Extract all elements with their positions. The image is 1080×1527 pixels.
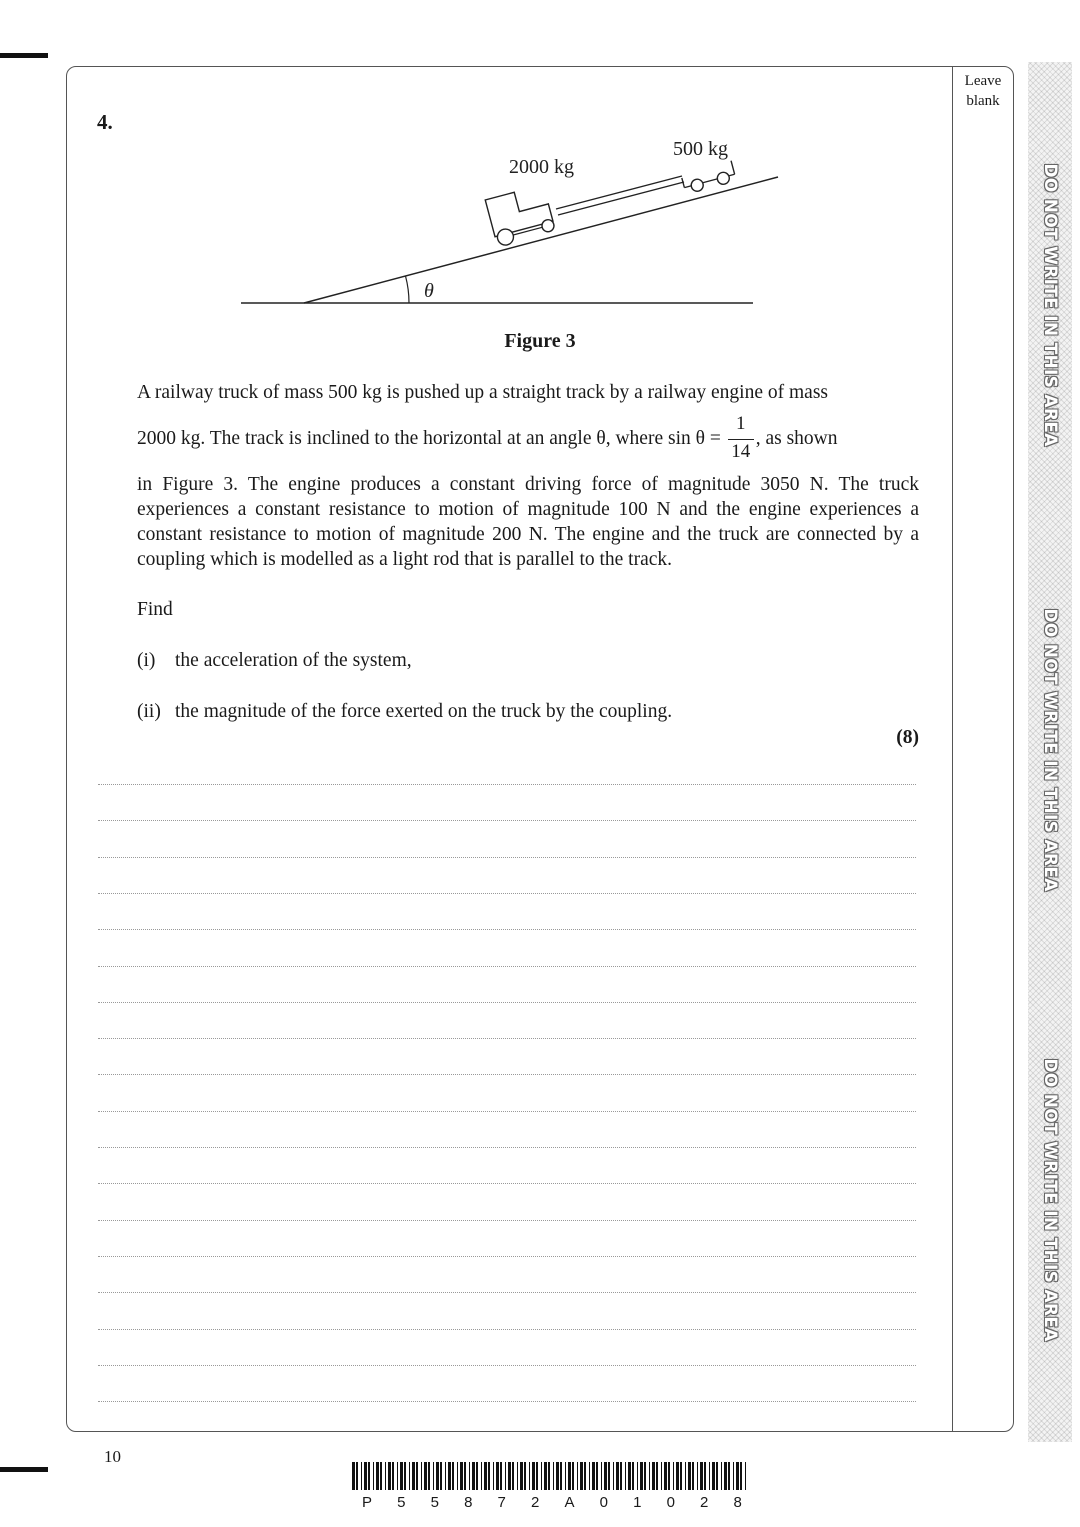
barcode-bar	[524, 1462, 526, 1490]
barcode-bar	[544, 1462, 547, 1490]
barcode-bar	[428, 1462, 430, 1490]
barcode-bar	[496, 1462, 499, 1490]
figure-caption: Figure 3	[504, 330, 576, 352]
barcode-bar	[352, 1462, 355, 1490]
answer-line[interactable]	[98, 820, 916, 821]
answer-line[interactable]	[98, 1147, 916, 1148]
barcode-bar	[424, 1462, 427, 1490]
barcode-bar	[448, 1462, 451, 1490]
answer-line[interactable]	[98, 1038, 916, 1039]
barcode-bar	[493, 1462, 494, 1490]
barcode-bar	[460, 1462, 463, 1490]
part-ii	[137, 701, 672, 723]
barcode-bar	[520, 1462, 523, 1490]
barcode-bar	[469, 1462, 470, 1490]
answer-line[interactable]	[98, 893, 916, 894]
barcode-bar	[560, 1462, 562, 1490]
engine-icon	[485, 185, 556, 248]
fraction-bar	[728, 439, 754, 440]
barcode-char: 8	[464, 1494, 473, 1511]
part-i	[137, 650, 412, 672]
barcode-bar	[580, 1462, 583, 1490]
barcode-bar	[568, 1462, 571, 1490]
barcode-bar	[596, 1462, 598, 1490]
barcode-bar	[604, 1462, 607, 1490]
barcode-bar	[692, 1462, 694, 1490]
answer-line[interactable]	[98, 1365, 916, 1366]
barcode-bar	[709, 1462, 710, 1490]
barcode-bar	[556, 1462, 559, 1490]
answer-line[interactable]	[98, 1256, 916, 1257]
barcode-char: 5	[397, 1494, 406, 1511]
barcode-char: A	[564, 1494, 575, 1511]
find-label: Find	[137, 599, 173, 620]
barcode-bar	[416, 1462, 418, 1490]
barcode-bar	[457, 1462, 458, 1490]
barcode-char: 0	[599, 1494, 608, 1511]
barcode-bar	[476, 1462, 478, 1490]
barcode-bar	[697, 1462, 698, 1490]
barcode-bar	[664, 1462, 667, 1490]
incline-diagram	[236, 135, 796, 315]
answer-line[interactable]	[98, 1292, 916, 1293]
barcode-bar	[721, 1462, 722, 1490]
answer-line[interactable]	[98, 1220, 916, 1221]
barcode-bar	[656, 1462, 658, 1490]
registration-mark-bottom	[0, 1467, 48, 1472]
question-text-line-2	[137, 412, 919, 462]
barcode-bar	[508, 1462, 511, 1490]
barcode-bar	[704, 1462, 706, 1490]
barcode-bar	[536, 1462, 538, 1490]
barcode-text	[362, 1494, 742, 1511]
barcode-bar	[632, 1462, 634, 1490]
barcode-bar	[676, 1462, 679, 1490]
answer-line[interactable]	[98, 1329, 916, 1330]
engine-mass-label: 2000 kg	[509, 156, 574, 178]
barcode-bar	[532, 1462, 535, 1490]
barcode-bar	[397, 1462, 398, 1490]
track-line	[304, 177, 778, 303]
barcode-bar	[368, 1462, 370, 1490]
barcode-bar	[644, 1462, 646, 1490]
answer-line[interactable]	[98, 1401, 916, 1402]
barcode-bar	[673, 1462, 674, 1490]
barcode-bar	[628, 1462, 631, 1490]
leave-blank-label: Leave blank	[964, 73, 1002, 109]
barcode-bar	[409, 1462, 410, 1490]
barcode-char: 8	[733, 1494, 742, 1511]
barcode-bar	[541, 1462, 542, 1490]
answer-line[interactable]	[98, 966, 916, 967]
barcode-bar	[592, 1462, 595, 1490]
barcode-bar	[736, 1462, 739, 1490]
barcode-bar	[553, 1462, 554, 1490]
barcode-char: 5	[430, 1494, 439, 1511]
barcode-bar	[481, 1462, 482, 1490]
barcode-bar	[472, 1462, 475, 1490]
answer-line[interactable]	[98, 1183, 916, 1184]
barcode-bar	[505, 1462, 506, 1490]
barcode-bar	[356, 1462, 358, 1490]
question-text-line-2a: 2000 kg. The track is inclined to the horizontal at an angle θ, where sin θ =	[137, 428, 726, 449]
angle-arc	[406, 276, 410, 303]
barcode-bar	[716, 1462, 718, 1490]
barcode-bar	[572, 1462, 574, 1490]
marks-label: (8)	[896, 727, 919, 748]
barcode-bar	[440, 1462, 442, 1490]
part-i-text: the acceleration of the system,	[175, 650, 412, 671]
barcode-bar	[688, 1462, 691, 1490]
barcode-bar	[392, 1462, 394, 1490]
barcode-bar	[529, 1462, 530, 1490]
barcode-bar	[589, 1462, 590, 1490]
barcode-char: 2	[700, 1494, 709, 1511]
question-text-paragraph: in Figure 3. The engine produces a constant driving force of magnitude 3050 N. The truck experiences a constant resistance to motion of magnitude 100 N and the engine experiences a constant resistance to motion of magnitude 200 N. The engine and the truck are connected by a coupling which is modelled as a light rod that is parallel to the track.	[137, 474, 919, 570]
angle-label: θ	[424, 280, 434, 302]
barcode-bar	[364, 1462, 367, 1490]
barcode-bar	[608, 1462, 610, 1490]
barcode-bar	[433, 1462, 434, 1490]
barcode-bar	[625, 1462, 626, 1490]
question-number: 4.	[97, 110, 113, 134]
figure-inclined-track	[236, 135, 796, 320]
barcode-bar	[745, 1462, 746, 1490]
barcode-char: 7	[497, 1494, 506, 1511]
barcode-bar	[613, 1462, 614, 1490]
barcode-bar	[388, 1462, 391, 1490]
truck-mass-label: 500 kg	[673, 138, 728, 160]
barcode-bar	[500, 1462, 502, 1490]
question-text-line-1: A railway truck of mass 500 kg is pushed up a straight track by a railway engine of mass	[137, 382, 829, 403]
barcode-bar	[661, 1462, 662, 1490]
barcode-bar	[385, 1462, 386, 1490]
answer-line[interactable]	[98, 1074, 916, 1075]
barcode-bar	[421, 1462, 422, 1490]
fraction-numerator: 1	[735, 412, 746, 434]
leave-blank-divider	[952, 66, 953, 1432]
barcode-bar	[548, 1462, 550, 1490]
barcode-bar	[412, 1462, 415, 1490]
barcode-bar	[601, 1462, 602, 1490]
barcode-char: 0	[666, 1494, 675, 1511]
barcode-bar	[616, 1462, 619, 1490]
barcode-bar	[640, 1462, 643, 1490]
barcode-bar	[517, 1462, 518, 1490]
part-ii-text: the magnitude of the force exerted on the truck by the coupling.	[175, 701, 673, 722]
answer-line[interactable]	[98, 784, 916, 785]
barcode-bar	[361, 1462, 362, 1490]
barcode-bar	[700, 1462, 703, 1490]
barcode-char: 2	[531, 1494, 540, 1511]
fraction-denominator: 14	[731, 440, 751, 462]
barcode-bar	[512, 1462, 514, 1490]
barcode-bar	[565, 1462, 566, 1490]
barcode-bar	[380, 1462, 382, 1490]
barcode-bar	[740, 1462, 742, 1490]
barcode-bar	[376, 1462, 379, 1490]
barcode-bar	[724, 1462, 727, 1490]
barcode-bar	[577, 1462, 578, 1490]
barcode-bar	[484, 1462, 487, 1490]
barcode-bar	[488, 1462, 490, 1490]
barcode-char: 1	[633, 1494, 642, 1511]
barcode	[352, 1462, 750, 1490]
barcode-char: P	[362, 1494, 373, 1511]
barcode-bar	[637, 1462, 638, 1490]
truck-icon	[681, 161, 737, 195]
barcode-bar	[400, 1462, 403, 1490]
barcode-bar	[445, 1462, 446, 1490]
barcode-bar	[436, 1462, 439, 1490]
barcode-bar	[680, 1462, 682, 1490]
barcode-bar	[685, 1462, 686, 1490]
barcode-bar	[712, 1462, 715, 1490]
barcode-bar	[452, 1462, 454, 1490]
barcode-bar	[620, 1462, 622, 1490]
page-number: 10	[104, 1447, 121, 1466]
part-ii-label: (ii)	[137, 701, 161, 722]
answer-line[interactable]	[98, 857, 916, 858]
barcode-bar	[404, 1462, 406, 1490]
answer-line[interactable]	[98, 929, 916, 930]
coupling-rod	[558, 182, 684, 215]
coupling-rod-upper	[556, 176, 682, 209]
answer-line[interactable]	[98, 1111, 916, 1112]
part-i-label: (i)	[137, 650, 156, 671]
question-text-line-2b: , as shown	[755, 428, 838, 449]
barcode-bar	[464, 1462, 466, 1490]
barcode-bar	[649, 1462, 650, 1490]
barcode-bar	[652, 1462, 655, 1490]
barcode-bar	[584, 1462, 586, 1490]
fraction-one-fourteenth	[728, 412, 754, 462]
barcode-bar	[728, 1462, 730, 1490]
barcode-bar	[373, 1462, 374, 1490]
barcode-bar	[733, 1462, 734, 1490]
barcode-bar	[668, 1462, 670, 1490]
registration-mark-top	[0, 53, 48, 58]
answer-line[interactable]	[98, 1002, 916, 1003]
